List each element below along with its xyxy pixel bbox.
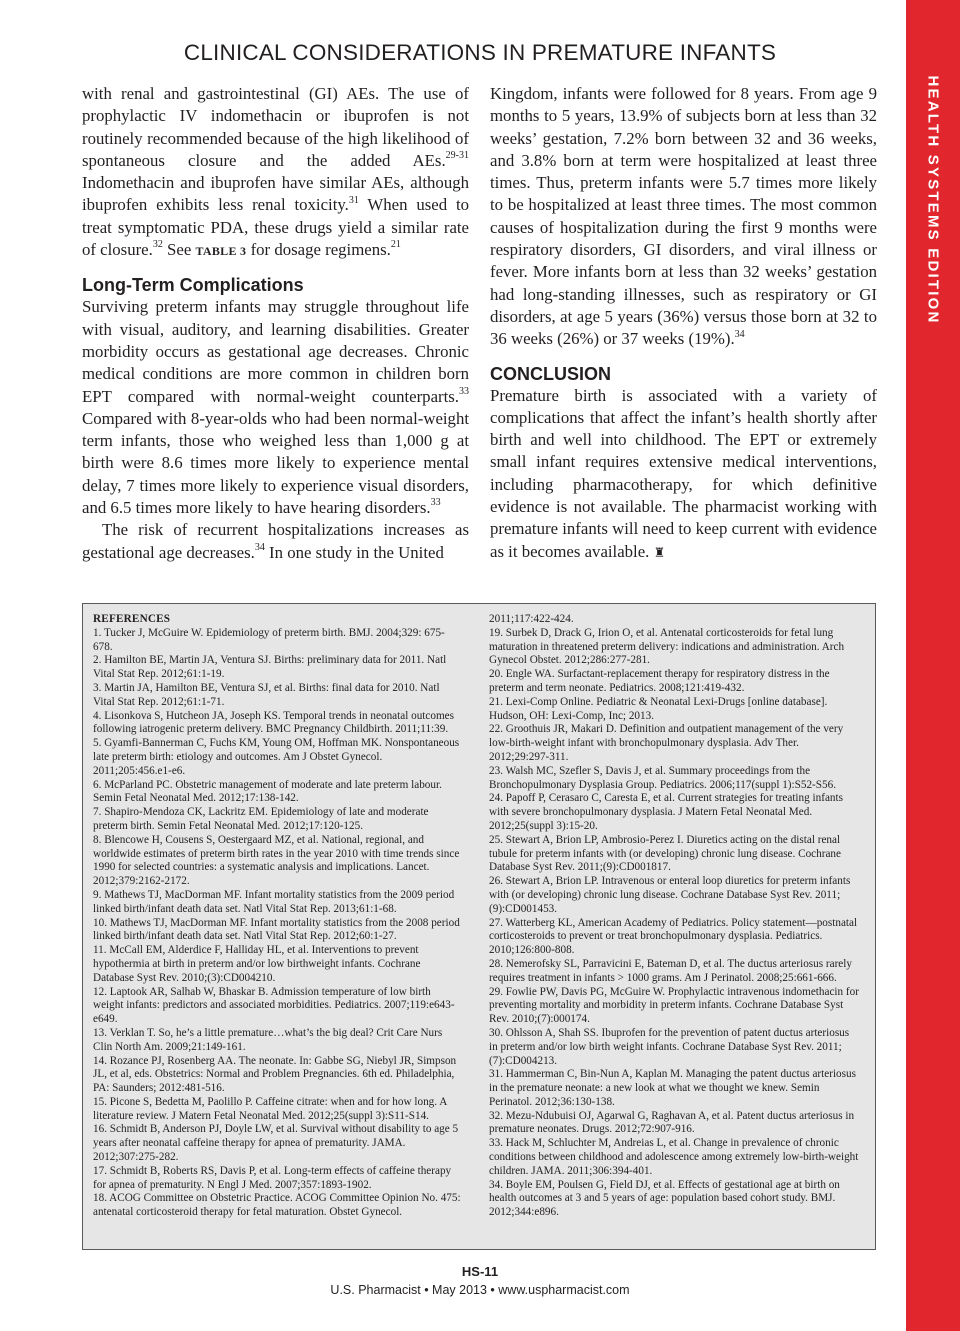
- reference-item: 3. Martin JA, Hamilton BE, Ventura SJ, et al. Births: final data for 2010. Natl Vital Stat Rep. 2012;61:1-71.: [93, 681, 440, 708]
- reference-item: 32. Mezu-Ndubuisi OJ, Agarwal G, Raghavan A, et al. Patent ductus arteriosus in premature neonates. Drugs. 2012;72:907-916.: [489, 1109, 855, 1136]
- end-mark-icon: ♜: [653, 544, 666, 560]
- reference-item: 2011;117:422-424.: [489, 613, 574, 625]
- page-number: HS-11: [461, 1264, 499, 1279]
- reference-item: 16. Schmidt B, Anderson PJ, Doyle LW, et al. Survival without disability to age 5 years after neonatal caffeine therapy for apnea of prematurity. JAMA. 2012;307:275-282.: [93, 1123, 459, 1164]
- paragraph-conclusion: Premature birth is associated with a variety of complications that affect the infant’s health shortly after birth and well into childhood. The EPT or extremely small infant requires extensive medical interventions, including pharmacotherapy, for which definitive evidence is not available. The pharmacist working with premature infants will need to keep current with evidence as it becomes available. ♜: [490, 385, 877, 561]
- publication-footer: U.S. Pharmacist • May 2013 • www.uspharmacist.com: [330, 1283, 630, 1297]
- reference-item: 1. Tucker J, McGuire W. Epidemiology of preterm birth. BMJ. 2004;329: 675-678.: [93, 626, 445, 653]
- citation: 33: [430, 497, 441, 509]
- citation: 21: [390, 239, 401, 251]
- heading-conclusion: CONCLUSION: [490, 363, 611, 384]
- reference-item: 12. Laptook AR, Salhab W, Bhaskar B. Admission temperature of low birth weight infants: predictors and associated morbidities. Pediatrics. 2007;119:e643-e649.: [93, 985, 455, 1026]
- reference-item: 26. Stewart A, Brion LP. Intravenous or enteral loop diuretics for preterm infants with (or developing) chronic lung disease. Cochrane Database Syst Rev. 2011;(9):CD001453.: [489, 875, 851, 915]
- reference-item: 25. Stewart A, Brion LP, Ambrosio-Perez I. Diuretics acting on the distal renal tubule for preterm infants with (or developing) chronic lung disease. Cochrane Database Syst Rev. 2011;(9):CD001817.: [489, 833, 841, 874]
- references-left-column: [93, 613, 463, 1220]
- citation: 31: [348, 194, 359, 206]
- citation: 34: [734, 328, 745, 340]
- reference-item: 34. Boyle EM, Poulsen G, Field DJ, et al. Effects of gestational age at birth on health outcomes at 3 and 5 years of age: population based cohort study. BMJ. 2012;344:e896.: [489, 1178, 840, 1219]
- reference-item: 23. Walsh MC, Szefler S, Davis J, et al. Summary proceedings from the Bronchopulmonary Dysplasia Group. Pediatrics. 2006;117(suppl 1):S52-S56.: [489, 764, 836, 791]
- reference-item: 10. Mathews TJ, MacDorman MF. Infant mortality statistics from the 2008 period linked birth/infant death data set. Natl Vital Stat Rep. 2012;60:1-27.: [93, 916, 460, 943]
- citation: 32: [152, 239, 163, 251]
- paragraph-pda-treatment: with renal and gastrointestinal (GI) AEs. The use of prophylactic IV indomethacin or ibuprofen is not routinely recommended because of the high likelihood of spontaneous closure and the added AEs.$^{29-31}$ Indomethacin and ibuprofen have similar AEs, although ibuprofen exhibits less renal toxicity.$^{31}$ When used to treat symptomatic PDA, these drugs yield a similar rate of closure.$^{32}$ See TABLE 3 for dosage regimens.$^{21}$: [82, 84, 470, 260]
- reference-item: 29. Fowlie PW, Davis PG, McGuire W. Prophylactic intravenous indomethacin for preventing mortality and morbidity in preterm infants. Cochrane Database Syst Rev. 2010;(7):000174.: [489, 985, 859, 1026]
- reference-item: 7. Shapiro-Mendoza CK, Lackritz EM. Epidemiology of late and moderate preterm birth. Semin Fetal Neonatal Med. 2012;17:120-125.: [93, 806, 429, 832]
- reference-item: 13. Verklan T. So, he’s a little premature…what’s the big deal? Crit Care Nurs Clin North Am. 2009;21:149-161.: [93, 1026, 443, 1053]
- left-column: [82, 83, 469, 564]
- citation: 34: [254, 542, 265, 554]
- reference-item: 8. Blencowe H, Cousens S, Oestergaard MZ, et al. National, regional, and worldwide estimates of preterm birth rates in the year 2010 with time trends since 1990 for selected countries: a systematic analysis and implications. Lancet. 2012;379:2162-2172.: [93, 833, 460, 888]
- paragraph-uk-study: Kingdom, infants were followed for 8 years. From age 9 months to 5 years, 13.9% of subjects born at less than 32 weeks’ gestation, 7.2% born between 32 and 36 weeks, and 3.8% born at term were hospitalized at least three times. Thus, preterm infants were 5.7 times more likely to be hospitalized at least three times. The most common causes of hospitalization during the first 9 months were respiratory disorders, GI disorders, and viral illness or fever. More infants born at less than 32 weeks’ gestation had long-standing illnesses, such as respiratory or GI disorders, at age 5 years (36%) versus those born at 32 to 36 weeks (26%) or 37 weeks (19%).$^{34}$: [490, 84, 877, 349]
- right-column: [490, 83, 877, 564]
- reference-item: 33. Hack M, Schluchter M, Andreias L, et al. Change in prevalence of chronic conditions between childhood and adolescence among extremely low-birth-weight children. JAMA. 2011;306:394-401.: [489, 1137, 859, 1177]
- reference-item: 11. McCall EM, Alderdice F, Halliday HL, et al. Interventions to prevent hypothermia at birth in preterm and/or low birthweight infants. Cochrane Database Syst Rev. 2010;(3):CD004210.: [93, 944, 421, 984]
- references-title: REFERENCES: [93, 613, 171, 625]
- reference-item: 22. Groothuis JR, Makari D. Definition and outpatient management of the very low-birth-weight infant with bronchopulmonary dysplasia. Adv Ther. 2012;29:297-311.: [489, 723, 844, 763]
- table-reference: TABLE 3: [195, 244, 247, 259]
- reference-item: 17. Schmidt B, Roberts RS, Davis P, et al. Long-term effects of caffeine therapy for apnea of prematurity. N Engl J Med. 2007;357:1893-1902.: [93, 1164, 452, 1191]
- references-right-column: [489, 613, 859, 1220]
- reference-item: 4. Lisonkova S, Hutcheon JA, Joseph KS. Temporal trends in neonatal outcomes following iatrogenic preterm delivery. BMC Pregnancy Childbirth. 2011;11:39.: [93, 709, 454, 736]
- reference-item: 6. McParland PC. Obstetric management of moderate and late preterm labour. Semin Fetal Neonatal Med. 2012;17:138-142.: [93, 778, 442, 805]
- reference-item: 31. Hammerman C, Bin-Nun A, Kaplan M. Managing the patent ductus arteriosus in the premature neonate: a new look at what we thought we knew. Semin Perinatol. 2012;36:130-138.: [489, 1068, 856, 1108]
- reference-item: 14. Rozance PJ, Rosenberg AA. The neonate. In: Gabbe SG, Niebyl JR, Simpson JL, et al, eds. Obstetrics: Normal and Problem Pregnancies. 6th ed. Philadelphia, PA: Saunders; 2012:481-516.: [93, 1054, 457, 1095]
- section-label: HEALTH SYSTEMS EDITION: [924, 75, 942, 325]
- reference-item: 15. Picone S, Bedetta M, Paolillo P. Caffeine citrate: when and for how long. A literature review. J Matern Fetal Neonatal Med. 2012;25(suppl 3):S11-S14.: [93, 1095, 447, 1122]
- reference-item: 28. Nemerofsky SL, Parravicini E, Bateman D, et al. The ductus arteriosus rarely requires treatment in infants > 1000 grams. Am J Perinatol. 2008;25:661-666.: [489, 957, 852, 984]
- reference-item: 5. Gyamfi-Bannerman C, Fuchs KM, Young OM, Hoffman MK. Nonspontaneous late preterm birth: etiology and outcomes. Am J Obstet Gynecol. 2011;205:456.e1-e6.: [93, 737, 460, 777]
- citation: 33: [459, 385, 469, 397]
- reference-item: 9. Mathews TJ, MacDorman MF. Infant mortality statistics from the 2009 period linked birth/infant death data set. Natl Vital Stat Rep. 2013;61:1-68.: [93, 888, 455, 915]
- references-box: [82, 603, 876, 1250]
- reference-item: 21. Lexi-Comp Online. Pediatric & Neonatal Lexi-Drugs [online database]. Hudson, OH: Lexi-Comp, Inc; 2013.: [489, 695, 828, 722]
- citation: 29-31: [445, 150, 469, 162]
- heading-long-term-complications: Long-Term Complications: [82, 275, 304, 296]
- reference-item: 18. ACOG Committee on Obstetric Practice. ACOG Committee Opinion No. 475: antenatal corticosteroid therapy for fetal maturation. Obstet Gynecol.: [93, 1192, 461, 1219]
- paragraph-hospitalizations: The risk of recurrent hospitalizations increases as gestational age decreases.$^{34}$ In one study in the United: [82, 520, 469, 562]
- reference-item: 20. Engle WA. Surfactant-replacement therapy for respiratory distress in the preterm and term neonate. Pediatrics. 2008;121:419-432.: [489, 668, 830, 694]
- reference-item: 27. Watterberg KL, American Academy of Pediatrics. Policy statement—postnatal corticosteroids to prevent or treat bronchopulmonary dysplasia. Pediatrics. 2010;126:800-808.: [489, 916, 858, 957]
- paragraph-long-term: Surviving preterm infants may struggle throughout life with visual, auditory, and learning disabilities. Greater morbidity occurs as gestational age decreases. Chronic medical conditions are more common in children born EPT compared with normal-weight counterparts.$^{33}$ Compared with 8-year-olds who had been normal-weight term infants, those who weighed less than 1,000 g at birth were 8.6 times more likely to experience mental delay, 7 times more likely to experience visual disorders, and 6.5 times more likely to have hearing disorders.$^{33}$: [82, 297, 469, 518]
- reference-item: 19. Surbek D, Drack G, Irion O, et al. Antenatal corticosteroids for fetal lung maturation in threatened preterm delivery: indications and administration. Arch Gynecol Obstet. 2012;286:277-281.: [489, 626, 845, 667]
- reference-item: 2. Hamilton BE, Martin JA, Ventura SJ. Births: preliminary data for 2011. Natl Vital Stat Rep. 2012;61:1-19.: [93, 654, 447, 681]
- reference-item: 24. Papoff P, Cerasaro C, Caresta E, et al. Current strategies for treating infants with severe bronchopulmonary dysplasia. J Matern Fetal Neonatal Med. 2012;25(suppl 3):15-20.: [489, 792, 843, 832]
- running-head: CLINICAL CONSIDERATIONS IN PREMATURE INFANTS: [183, 40, 777, 65]
- reference-item: 30. Ohlsson A, Shah SS. Ibuprofen for the prevention of patent ductus arteriosus in preterm and/or low birth weight infants. Cochrane Database Syst Rev. 2011;(7):CD004213.: [489, 1026, 850, 1067]
